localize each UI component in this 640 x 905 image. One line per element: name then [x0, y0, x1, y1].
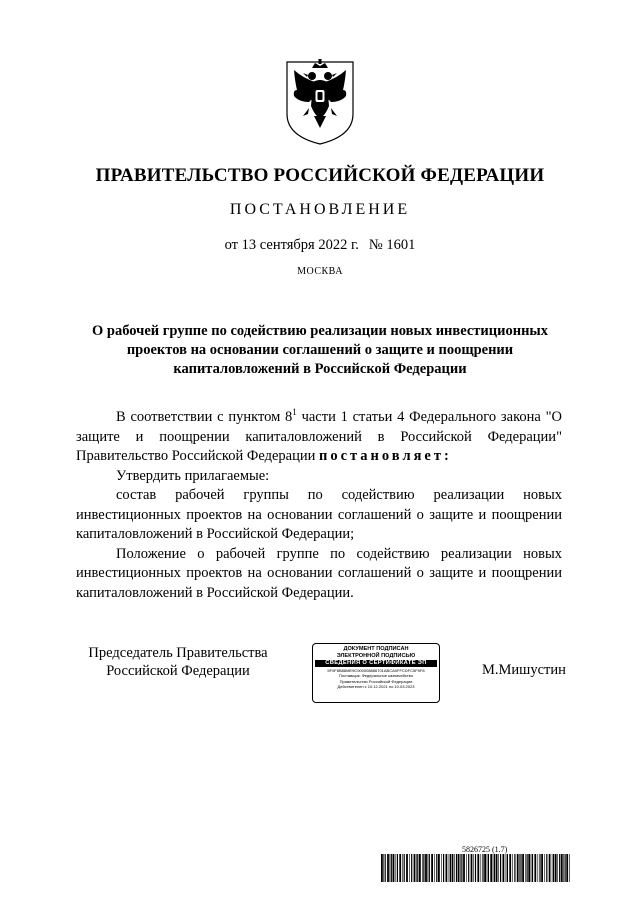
footnote-superscript: 1 [292, 407, 297, 418]
barcode-bar [473, 854, 474, 882]
barcode-bar [454, 854, 455, 882]
body-paragraph: Положение о рабочей группе по содействию реализации новых инвестиционных проектов на основании соглашений о защите и поощрении капиталовложений в Российской Федерации. [76, 545, 562, 601]
barcode-bar [531, 854, 532, 882]
barcode-bar [482, 854, 483, 882]
barcode-bar [487, 854, 488, 882]
barcode-bar [561, 854, 563, 882]
barcode-bar [463, 854, 465, 882]
barcode-bar [538, 854, 539, 882]
document-type: ПОСТАНОВЛЕНИЕ [229, 201, 411, 218]
barcode-bar [496, 854, 498, 882]
barcode-bar [422, 854, 423, 882]
barcode-bar [428, 854, 429, 882]
document-date: от 13 сентября 2022 г. [224, 237, 359, 253]
barcode-bar [514, 854, 515, 882]
barcode-bar [383, 854, 384, 882]
barcode-bar [446, 854, 448, 882]
barcode-bar [552, 854, 553, 882]
title-line: проектов на основании соглашений о защите и поощрении [126, 342, 514, 358]
barcode-bar [406, 854, 408, 882]
barcode-bar [544, 854, 545, 882]
barcode-bar [519, 854, 520, 882]
barcode-bar [500, 854, 501, 882]
stamp-line: ДОКУМЕНТ ПОДПИСАН [343, 646, 409, 652]
barcode-bar [553, 854, 554, 882]
barcode-bar [409, 854, 410, 882]
barcode-bar [434, 854, 435, 882]
barcode-bar [565, 854, 566, 882]
date-and-number [0, 237, 640, 254]
barcode-bar [466, 854, 467, 882]
barcode-bar [449, 854, 450, 882]
barcode-bar [566, 854, 568, 882]
barcode-bar [509, 854, 511, 882]
barcode-bar [404, 854, 405, 882]
barcode-bar [391, 854, 392, 882]
barcode-bar [525, 854, 526, 882]
barcode-bar [381, 854, 383, 882]
barcode-bar [399, 854, 401, 882]
electronic-signature-stamp [312, 643, 440, 703]
city: МОСКВА [297, 266, 343, 277]
barcode-bar [452, 854, 454, 882]
barcode-bar [425, 854, 427, 882]
resolves-keyword: постановляет: [318, 448, 452, 464]
barcode-bar [555, 854, 557, 882]
barcode-bar [441, 854, 442, 882]
barcode-bar [414, 854, 416, 882]
signer-position-line: Председатель Правительства [88, 645, 268, 661]
body-paragraph [76, 408, 562, 467]
barcode-bar [456, 854, 457, 882]
barcode-bar [460, 854, 461, 882]
document-title [70, 322, 570, 379]
barcode-bar [390, 854, 391, 882]
barcode-bar [520, 854, 521, 882]
barcode-bar [431, 854, 433, 882]
barcode-bar [417, 854, 418, 882]
barcode-bar [557, 854, 558, 882]
signer-name: М.Мишустин [482, 662, 566, 678]
barcode-bar [563, 854, 564, 882]
barcode-bar [512, 854, 513, 882]
signer-position-line: Российской Федерации [106, 663, 250, 679]
stamp-line: ЭЛЕКТРОННОЙ ПОДПИСЬЮ [336, 652, 416, 659]
barcode-bar [416, 854, 417, 882]
barcode-bar [569, 854, 570, 882]
barcode-bar [481, 854, 482, 882]
barcode-bar [527, 854, 528, 882]
certificate-owner: Поставщик: Федеральное казначейство [339, 673, 413, 679]
barcode-bar [532, 854, 533, 882]
barcode-bar [429, 854, 430, 882]
barcode-bar [541, 854, 543, 882]
body-paragraph: Утвердить прилагаемые: [116, 467, 270, 484]
title-line: капиталовложений в Российской Федерации [173, 361, 467, 377]
barcode-bar [450, 854, 451, 882]
barcode-bar [490, 854, 492, 882]
barcode-bar [402, 854, 403, 882]
certificate-holder: Правительство Российской Федерации [339, 678, 413, 684]
barcode-bar [559, 854, 560, 882]
certificate-validity: Действителен с 10.12.2021 по 10.03.2023 [337, 684, 415, 690]
barcode-bar [471, 854, 473, 882]
barcode-bar [488, 854, 489, 882]
barcode-bar [387, 854, 389, 882]
coat-of-arms-icon [281, 56, 359, 146]
barcode-bar [528, 854, 530, 882]
barcode-bar [436, 854, 437, 882]
barcode-bar [438, 854, 440, 882]
body-text-fragment: В соответствии с пунктом 8 [116, 409, 293, 425]
barcode-bar [549, 854, 551, 882]
barcode-bar [539, 854, 540, 882]
document-number: № 1601 [368, 237, 416, 253]
signer-position [78, 644, 278, 680]
body-paragraph: состав рабочей группы по содействию реализации новых инвестиционных проектов на основании соглашений о защите и поощрении капиталовложений в Российской Федерации; [76, 487, 562, 542]
stamp-banner: СВЕДЕНИЯ О СЕРТИФИКАТЕ ЭП [315, 660, 437, 667]
barcode-bar [461, 854, 462, 882]
barcode-bar [546, 854, 547, 882]
government-title: ПРАВИТЕЛЬСТВО РОССИЙСКОЙ ФЕДЕРАЦИИ [95, 165, 545, 186]
barcode-bar [507, 854, 508, 882]
barcode-bar [397, 854, 398, 882]
barcode-bar [522, 854, 524, 882]
barcode-bar [423, 854, 424, 882]
barcode-bar [534, 854, 536, 882]
barcode-bar [517, 854, 519, 882]
barcode-bar [503, 854, 505, 882]
barcode-bar [477, 854, 479, 882]
document-code: 5826725 (1.7) [462, 845, 508, 854]
barcode-bar [498, 854, 499, 882]
certificate-serial: 5F0F8B88ME9C000008886701ABCA0FFCDFC5F5F8 [327, 668, 425, 673]
document-body [76, 408, 562, 603]
barcode-bar [493, 854, 494, 882]
title-line: О рабочей группе по содействию реализации новых инвестиционных [92, 323, 548, 339]
barcode-bar [494, 854, 495, 882]
barcode-bar [458, 854, 460, 882]
barcode-bar [443, 854, 444, 882]
barcode-bar [484, 854, 486, 882]
barcode-bar [393, 854, 395, 882]
barcode-bar [395, 854, 396, 882]
barcode-bar [506, 854, 507, 882]
barcode-bar [419, 854, 421, 882]
barcode-bar [385, 854, 386, 882]
body-text-fragment: части 1 статьи 4 Федерального закона "О защите и поощрении капиталовложений в Российской Федерации" Правительство Российской Федерации [76, 409, 562, 464]
barcode-bar [468, 854, 469, 882]
barcode-bar [475, 854, 476, 882]
barcode-bar [411, 854, 412, 882]
barcode-icon [381, 854, 571, 882]
